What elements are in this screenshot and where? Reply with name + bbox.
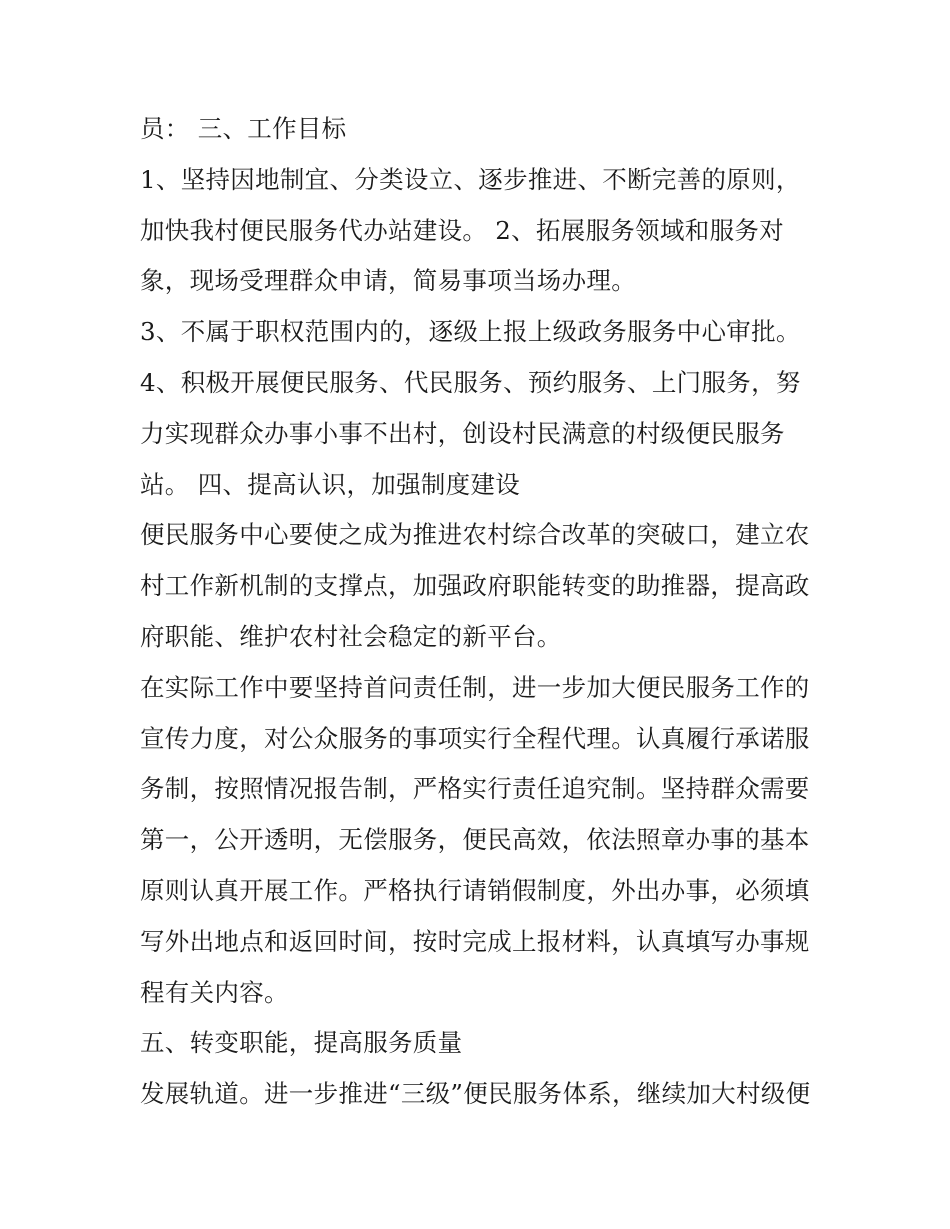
text-line: 村工作新机制的支撑点，加强政府职能转变的助推器，提高政 [140,571,810,601]
text-line: 站。 四、提高认识，加强制度建设 [140,469,521,499]
text-line: 力实现群众办事小事不出村，创设村民满意的村级便民服务 [140,418,785,448]
text-line: 原则认真开展工作。严格执行请销假制度，外出办事，必须填 [140,875,810,905]
text-line: 便民服务中心要使之成为推进农村综合改革的突破口，建立农 [140,520,810,550]
text-line: 1、坚持因地制宜、分类设立、逐步推进、不断完善的原则， [140,164,801,194]
text-line: 府职能、维护农村社会稳定的新平台。 [140,621,562,651]
text-line: 3、不属于职权范围内的，逐级上报上级政务服务中心审批。 [140,317,801,347]
text-line: 程有关内容。 [140,977,289,1007]
text-line: 象，现场受理群众申请，简易事项当场办理。 [140,266,636,296]
text-line: 员： 三、工作目标 [140,114,347,143]
text-line: 4、积极开展便民服务、代民服务、预约服务、上门服务，努 [140,367,801,397]
text-line: 五、转变职能，提高服务质量 [140,1028,463,1058]
text-line: 加快我村便民服务代办站建设。 2、拓展服务领域和服务对 [140,215,784,245]
text-line: 宣传力度，对公众服务的事项实行全程代理。认真履行承诺服 [140,723,810,753]
text-line: 发展轨道。进一步推进“三级”便民服务体系，继续加大村级便 [140,1079,811,1109]
text-line: 在实际工作中要坚持首问责任制，进一步加大便民服务工作的 [140,672,810,702]
text-line: 务制，按照情况报告制，严格实行责任追究制。坚持群众需要 [140,774,810,804]
text-line: 写外出地点和返回时间，按时完成上报材料，认真填写办事规 [140,926,810,956]
text-line: 第一，公开透明，无偿服务，便民高效，依法照章办事的基本 [140,825,810,855]
document-body [140,104,820,1120]
